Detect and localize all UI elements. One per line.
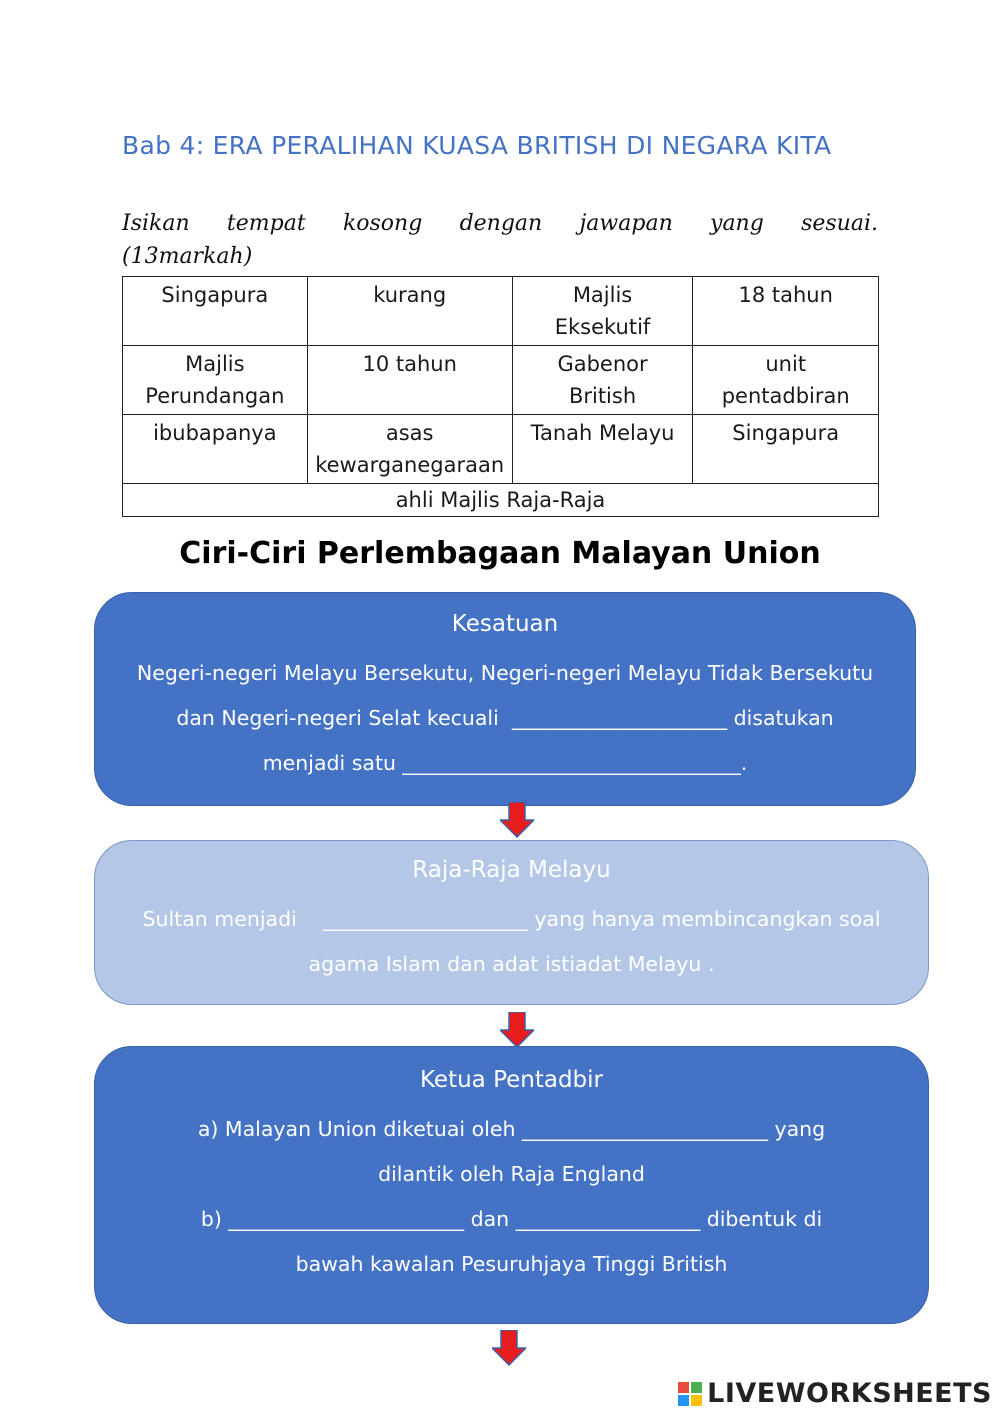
table-row [123, 346, 879, 415]
instruction-word: sesuai. [801, 211, 878, 236]
down-arrow-icon [500, 802, 534, 838]
logo-squares-icon [678, 1382, 702, 1406]
kesatuan-line: menjadi satu _________________________________. [262, 751, 748, 775]
ketua-pentadbir-title: Ketua Pentadbir [419, 1067, 604, 1093]
raja-raja-line: agama Islam dan adat istiadat Melayu . [308, 952, 715, 976]
word-bank-cell: kurang [307, 277, 512, 346]
word-bank-cell: ibubapanya [123, 415, 308, 484]
word-bank-table [122, 276, 879, 517]
instruction-word: tempat [226, 211, 306, 236]
worksheet-heading: Bab 4: ERA PERALIHAN KUASA BRITISH DI NEGARA KITA [122, 131, 832, 160]
word-bank-cell: ahli Majlis Raja-Raja [123, 484, 879, 517]
table-row [123, 277, 879, 346]
kesatuan-line: Negeri-negeri Melayu Bersekutu, Negeri-negeri Melayu Tidak Bersekutu [136, 661, 874, 685]
ketua-pentadbir-line: b) _______________________ dan __________________ dibentuk di [200, 1207, 823, 1231]
down-arrow-icon [500, 1012, 534, 1048]
instruction-word: jawapan [579, 211, 673, 236]
liveworksheets-logo [678, 1378, 992, 1409]
raja-raja-box [94, 840, 929, 1005]
instruction-word: dengan [459, 211, 543, 236]
word-bank-cell: 18 tahun [693, 277, 879, 346]
flowchart-title: Ciri-Ciri Perlembagaan Malayan Union [179, 536, 821, 571]
instruction-marks: (13markah) [122, 244, 253, 269]
kesatuan-line: dan Negeri-negeri Selat kecuali _____________________ disatukan [176, 706, 834, 730]
raja-raja-line: Sultan menjadi ____________________ yang hanya membincangkan soal [142, 907, 881, 931]
word-bank-cell: Singapura [123, 277, 308, 346]
table-row [123, 415, 879, 484]
instruction-word: kosong [342, 211, 423, 236]
word-bank-cell: Gabenor British [512, 346, 693, 415]
word-bank-cell: Majlis Perundangan [123, 346, 308, 415]
word-bank-cell: Singapura [693, 415, 879, 484]
logo-text: LIVEWORKSHEETS [707, 1378, 992, 1409]
table-row [123, 484, 879, 517]
instruction [122, 207, 878, 273]
ketua-pentadbir-line: a) Malayan Union diketuai oleh ________________________ yang [197, 1117, 826, 1141]
word-bank-cell: Tanah Melayu [512, 415, 693, 484]
kesatuan-box [94, 592, 916, 806]
ketua-pentadbir-line: bawah kawalan Pesuruhjaya Tinggi British [295, 1252, 728, 1276]
down-arrow-icon [492, 1330, 526, 1366]
word-bank-cell: unit pentadbiran [693, 346, 879, 415]
ketua-pentadbir-box [94, 1046, 929, 1324]
raja-raja-title: Raja-Raja Melayu [412, 857, 611, 883]
word-bank-cell: 10 tahun [307, 346, 512, 415]
word-bank-cell: asas kewarganegaraan [307, 415, 512, 484]
instruction-word: Isikan [122, 211, 190, 236]
kesatuan-title: Kesatuan [451, 611, 559, 637]
instruction-word: yang [710, 211, 764, 236]
word-bank-cell: Majlis Eksekutif [512, 277, 693, 346]
ketua-pentadbir-line: dilantik oleh Raja England [378, 1162, 645, 1186]
